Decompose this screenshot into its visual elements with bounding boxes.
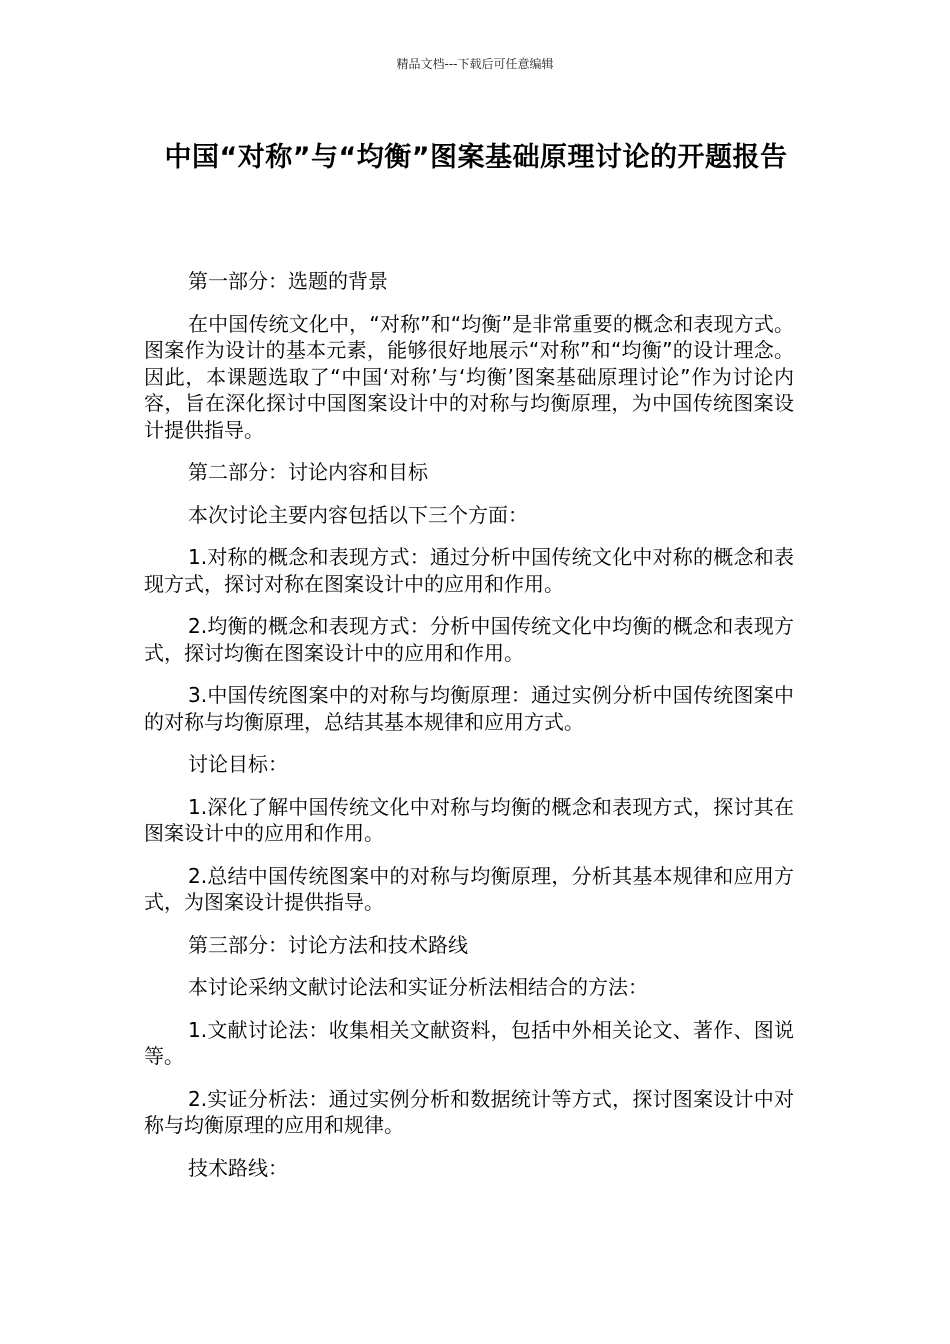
section-heading-background: 第一部分：选题的背景 bbox=[188, 269, 388, 293]
list-item-content-3: 3.中国传统图案中的对称与均衡原理：通过实例分析中国传统图案中的对称与均衡原理，总结其基本规律和应用方式。 bbox=[144, 683, 794, 734]
section-heading-content-goals: 第二部分：讨论内容和目标 bbox=[188, 460, 428, 484]
list-item-method-2: 2.实证分析法：通过实例分析和数据统计等方式，探讨图案设计中对称与均衡原理的应用和规律。 bbox=[144, 1086, 794, 1137]
subheading-tech-route: 技术路线： bbox=[188, 1155, 288, 1180]
section-heading-methods: 第三部分：讨论方法和技术路线 bbox=[188, 932, 468, 957]
paragraph-content-intro: 本次讨论主要内容包括以下三个方面： bbox=[188, 502, 528, 527]
subheading-goals: 讨论目标： bbox=[188, 752, 288, 776]
page-header: 精品文档---下载后可任意编辑 bbox=[396, 57, 554, 71]
document-title: 中国“对称”与“均衡”图案基础原理讨论的开题报告 bbox=[164, 142, 788, 173]
paragraph-methods-intro: 本讨论采纳文献讨论法和实证分析法相结合的方法： bbox=[188, 975, 648, 999]
list-item-goal-1: 1.深化了解中国传统文化中对称与均衡的概念和表现方式，探讨其在图案设计中的应用和作用。 bbox=[144, 794, 794, 845]
document-body bbox=[144, 268, 794, 1197]
list-item-goal-2: 2.总结中国传统图案中的对称与均衡原理，分析其基本规律和应用方式，为图案设计提供指导。 bbox=[144, 863, 794, 914]
list-item-content-1: 1.对称的概念和表现方式：通过分析中国传统文化中对称的概念和表现方式，探讨对称在图案设计中的应用和作用。 bbox=[144, 545, 794, 596]
list-item-method-1: 1.文献讨论法：收集相关文献资料，包括中外相关论文、著作、图说等。 bbox=[144, 1017, 794, 1068]
list-item-content-2: 2.均衡的概念和表现方式：分析中国传统文化中均衡的概念和表现方式，探讨均衡在图案设计中的应用和作用。 bbox=[144, 614, 794, 665]
paragraph-background: 在中国传统文化中，“对称”和“均衡”是非常重要的概念和表现方式。图案作为设计的基本元素，能够很好地展示“对称”和“均衡”的设计理念。因此，本课题选取了“中国‘对称’与‘均衡’图案基础原理讨论”作为讨论内容，旨在深化探讨中国图案设计中的对称与均衡原理，为中国传统图案设计提供指导。 bbox=[144, 311, 794, 442]
